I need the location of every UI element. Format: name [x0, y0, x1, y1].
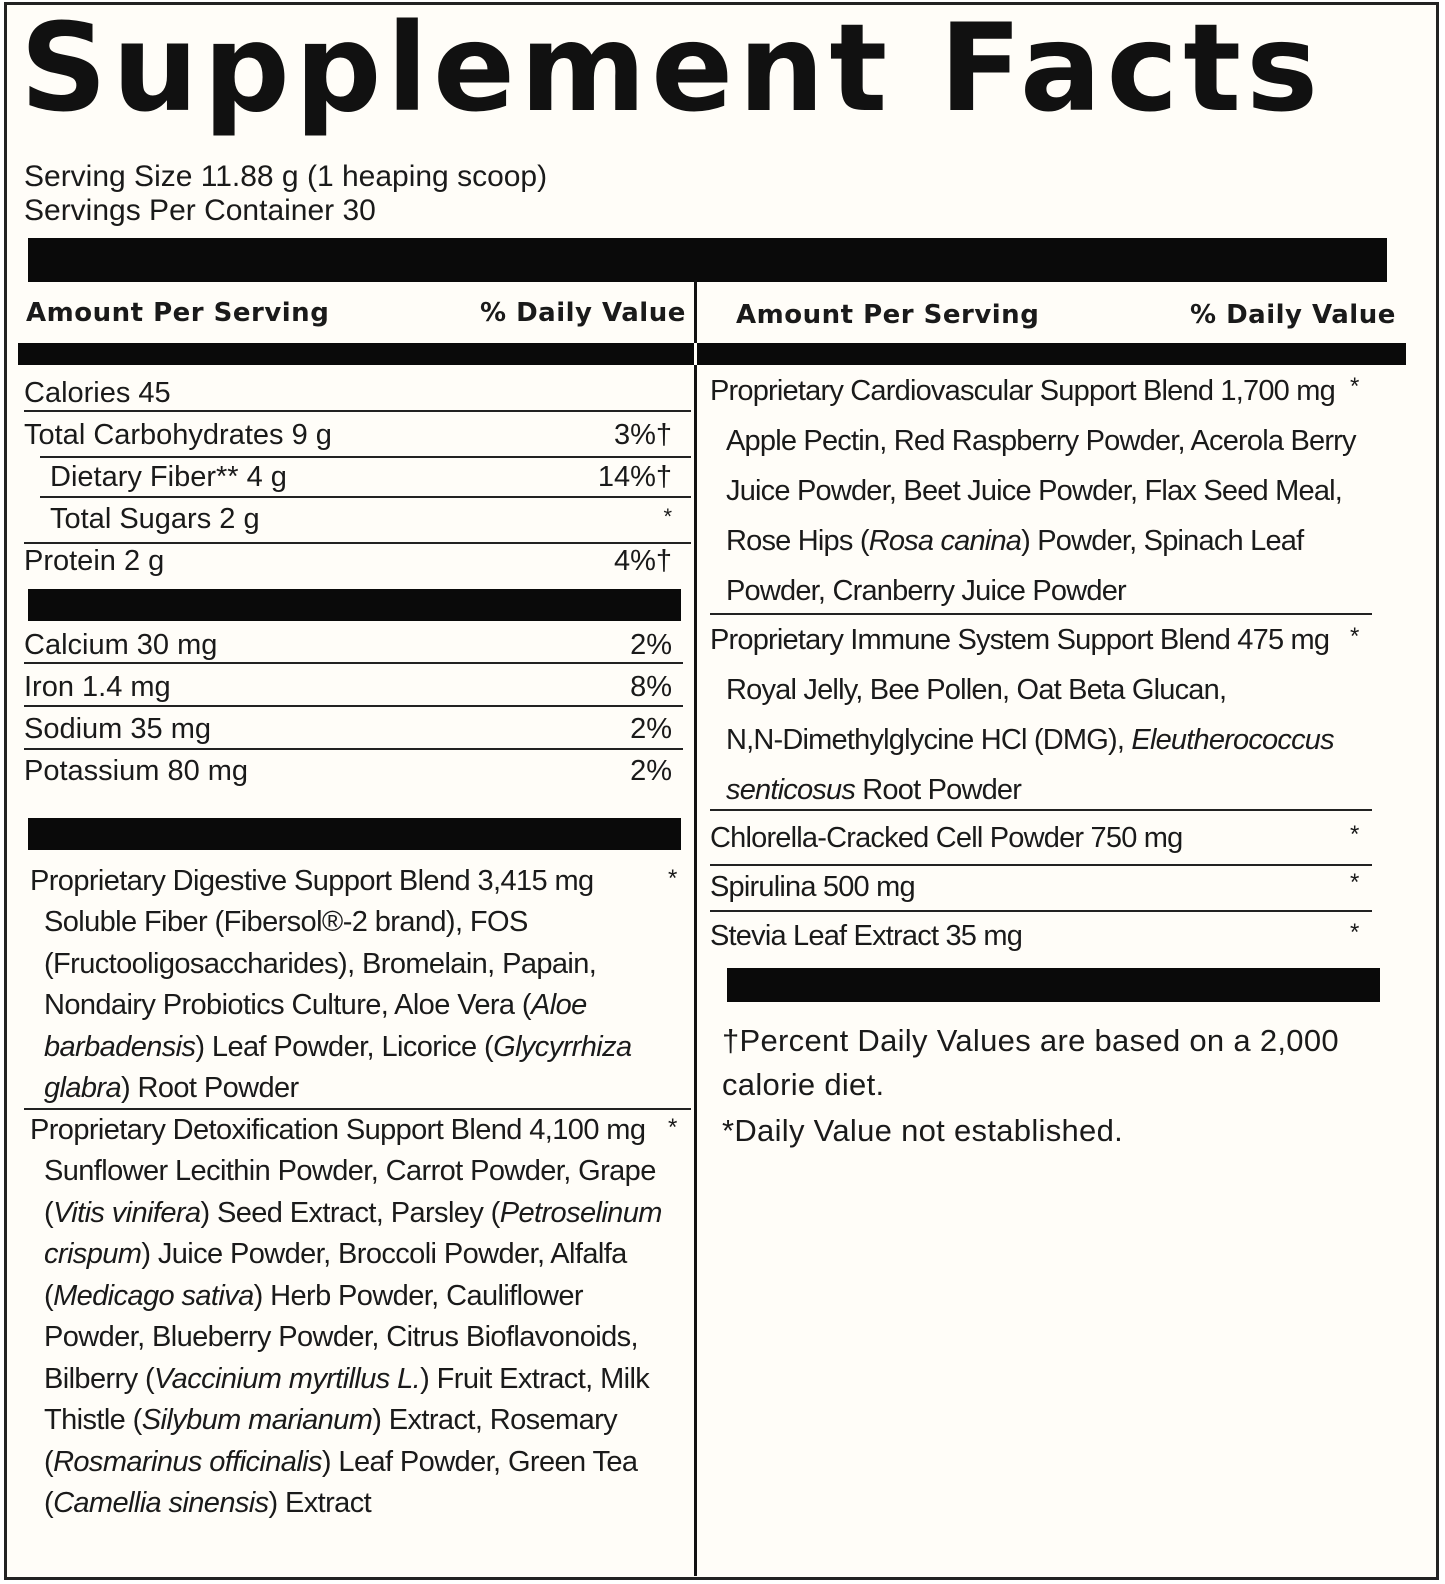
- footnote-percent-line1: †Percent Daily Values are based on a 2,000: [722, 1023, 1339, 1058]
- ingredient-line: Apple Pectin, Red Raspberry Powder, Acerola Berry: [726, 425, 1356, 457]
- ingredient-line: senticosus Root Powder: [726, 774, 1022, 806]
- single-dv-chlorella: *: [1350, 821, 1360, 848]
- ingredient-line: Nondairy Probiotics Culture, Aloe Vera (Aloe: [44, 989, 587, 1021]
- nutrient-dv-carbs: 3%†: [613, 419, 672, 451]
- row-divider: [40, 496, 691, 498]
- ingredient-line: Bilberry (Vaccinium myrtillus L.) Fruit Extract, Milk: [44, 1362, 650, 1395]
- nutrient-row-fiber: Dietary Fiber** 4 g: [50, 461, 287, 493]
- thick-divider-footnotes: [727, 968, 1380, 1002]
- detox-blend-title: Proprietary Detoxification Support Blend 4,100 mg: [30, 1114, 646, 1146]
- cardio-blend-dv: *: [1350, 373, 1360, 400]
- immune-blend-dv: *: [1350, 623, 1360, 650]
- ingredient-line: (Fructooligosaccharides), Bromelain, Papain,: [44, 947, 597, 980]
- servings-per-container: Servings Per Container 30: [24, 194, 376, 227]
- single-dv-stevia: *: [1350, 919, 1360, 946]
- immune-blend-title: Proprietary Immune System Support Blend 475 mg: [710, 624, 1330, 656]
- digestive-blend-dv: *: [668, 865, 678, 892]
- row-divider: [24, 705, 683, 707]
- ingredient-line: (Camellia sinensis) Extract: [44, 1487, 372, 1519]
- mineral-row-sodium: Sodium 35 mg: [24, 713, 211, 745]
- nutrient-row-carbs: Total Carbohydrates 9 g: [24, 419, 332, 451]
- ingredient-line: Royal Jelly, Bee Pollen, Oat Beta Glucan,: [726, 674, 1227, 706]
- footnote-not-established: *Daily Value not established.: [722, 1113, 1124, 1148]
- nutrient-dv-fiber: 14%†: [597, 461, 672, 493]
- mineral-dv-potassium: 2%: [630, 755, 672, 787]
- ingredient-line: Powder, Blueberry Powder, Citrus Bioflavonoids,: [44, 1321, 638, 1353]
- mineral-row-iron: Iron 1.4 mg: [24, 671, 171, 703]
- ingredient-line: (Vitis vinifera) Seed Extract, Parsley (Petroselinum: [44, 1196, 662, 1229]
- ingredient-line: (Medicago sativa) Herb Powder, Cauliflower: [44, 1279, 583, 1312]
- ingredient-line: Sunflower Lecithin Powder, Carrot Powder, Grape: [44, 1155, 656, 1187]
- single-row-chlorella: Chlorella-Cracked Cell Powder 750 mg: [710, 822, 1183, 854]
- amount-per-serving-header-left: Amount Per Serving: [26, 298, 330, 328]
- nutrient-dv-protein: 4%†: [613, 545, 672, 577]
- ingredient-line: Thistle (Silybum marianum) Extract, Rosemary: [44, 1404, 618, 1436]
- detox-blend-dv: *: [668, 1114, 678, 1141]
- ingredient-line: barbadensis) Leaf Powder, Licorice (Glycyrrhiza: [44, 1030, 632, 1063]
- mineral-dv-iron: 8%: [630, 671, 672, 703]
- ingredient-line: (Rosmarinus officinalis) Leaf Powder, Green Tea: [44, 1445, 638, 1478]
- mineral-dv-calcium: 2%: [630, 629, 672, 661]
- row-divider: [24, 662, 683, 664]
- ingredient-line: Rose Hips (Rosa canina) Powder, Spinach Leaf: [726, 525, 1304, 557]
- thick-divider-minerals: [28, 589, 681, 621]
- column-divider: [694, 280, 697, 1576]
- single-row-stevia: Stevia Leaf Extract 35 mg: [710, 920, 1023, 952]
- single-row-spirulina: Spirulina 500 mg: [710, 871, 915, 903]
- serving-size: Serving Size 11.88 g (1 heaping scoop): [24, 160, 548, 193]
- thick-divider-header: [18, 343, 1406, 365]
- daily-value-header-left: % Daily Value: [480, 298, 686, 328]
- ingredient-line: Juice Powder, Beet Juice Powder, Flax Seed Meal,: [726, 475, 1343, 507]
- ingredient-line: N,N-Dimethylglycine HCl (DMG), Eleutherococcus: [726, 724, 1334, 756]
- nutrient-row-sugars: Total Sugars 2 g: [50, 503, 260, 535]
- row-divider: [710, 809, 1372, 811]
- digestive-blend-title: Proprietary Digestive Support Blend 3,415 mg: [30, 865, 594, 897]
- mineral-row-potassium: Potassium 80 mg: [24, 755, 249, 787]
- mineral-row-calcium: Calcium 30 mg: [24, 629, 218, 661]
- ingredient-line: Soluble Fiber (Fibersol®-2 brand), FOS: [44, 906, 528, 938]
- nutrient-dv-sugars: *: [663, 504, 672, 529]
- row-divider: [24, 410, 691, 412]
- row-divider: [24, 748, 683, 750]
- row-divider: [40, 456, 691, 458]
- ingredient-line: glabra) Root Powder: [44, 1072, 299, 1104]
- ingredient-line: Powder, Cranberry Juice Powder: [726, 575, 1126, 607]
- daily-value-header-right: % Daily Value: [1190, 300, 1396, 330]
- thick-divider-blends: [28, 818, 681, 850]
- header-divider-gap: [694, 343, 697, 365]
- ingredient-line: crispum) Juice Powder, Broccoli Powder, Alfalfa: [44, 1238, 627, 1270]
- footnote-percent-line2: calorie diet.: [722, 1067, 885, 1102]
- cardio-blend-title: Proprietary Cardiovascular Support Blend 1,700 mg: [710, 375, 1335, 407]
- nutrient-row-protein: Protein 2 g: [24, 545, 165, 577]
- amount-per-serving-header-right: Amount Per Serving: [736, 300, 1040, 330]
- mineral-dv-sodium: 2%: [630, 713, 672, 745]
- nutrient-row-calories: Calories 45: [24, 377, 171, 409]
- single-dv-spirulina: *: [1350, 869, 1360, 896]
- thick-divider-top: [28, 238, 1387, 282]
- panel-title: Supplement Facts: [20, 0, 1324, 139]
